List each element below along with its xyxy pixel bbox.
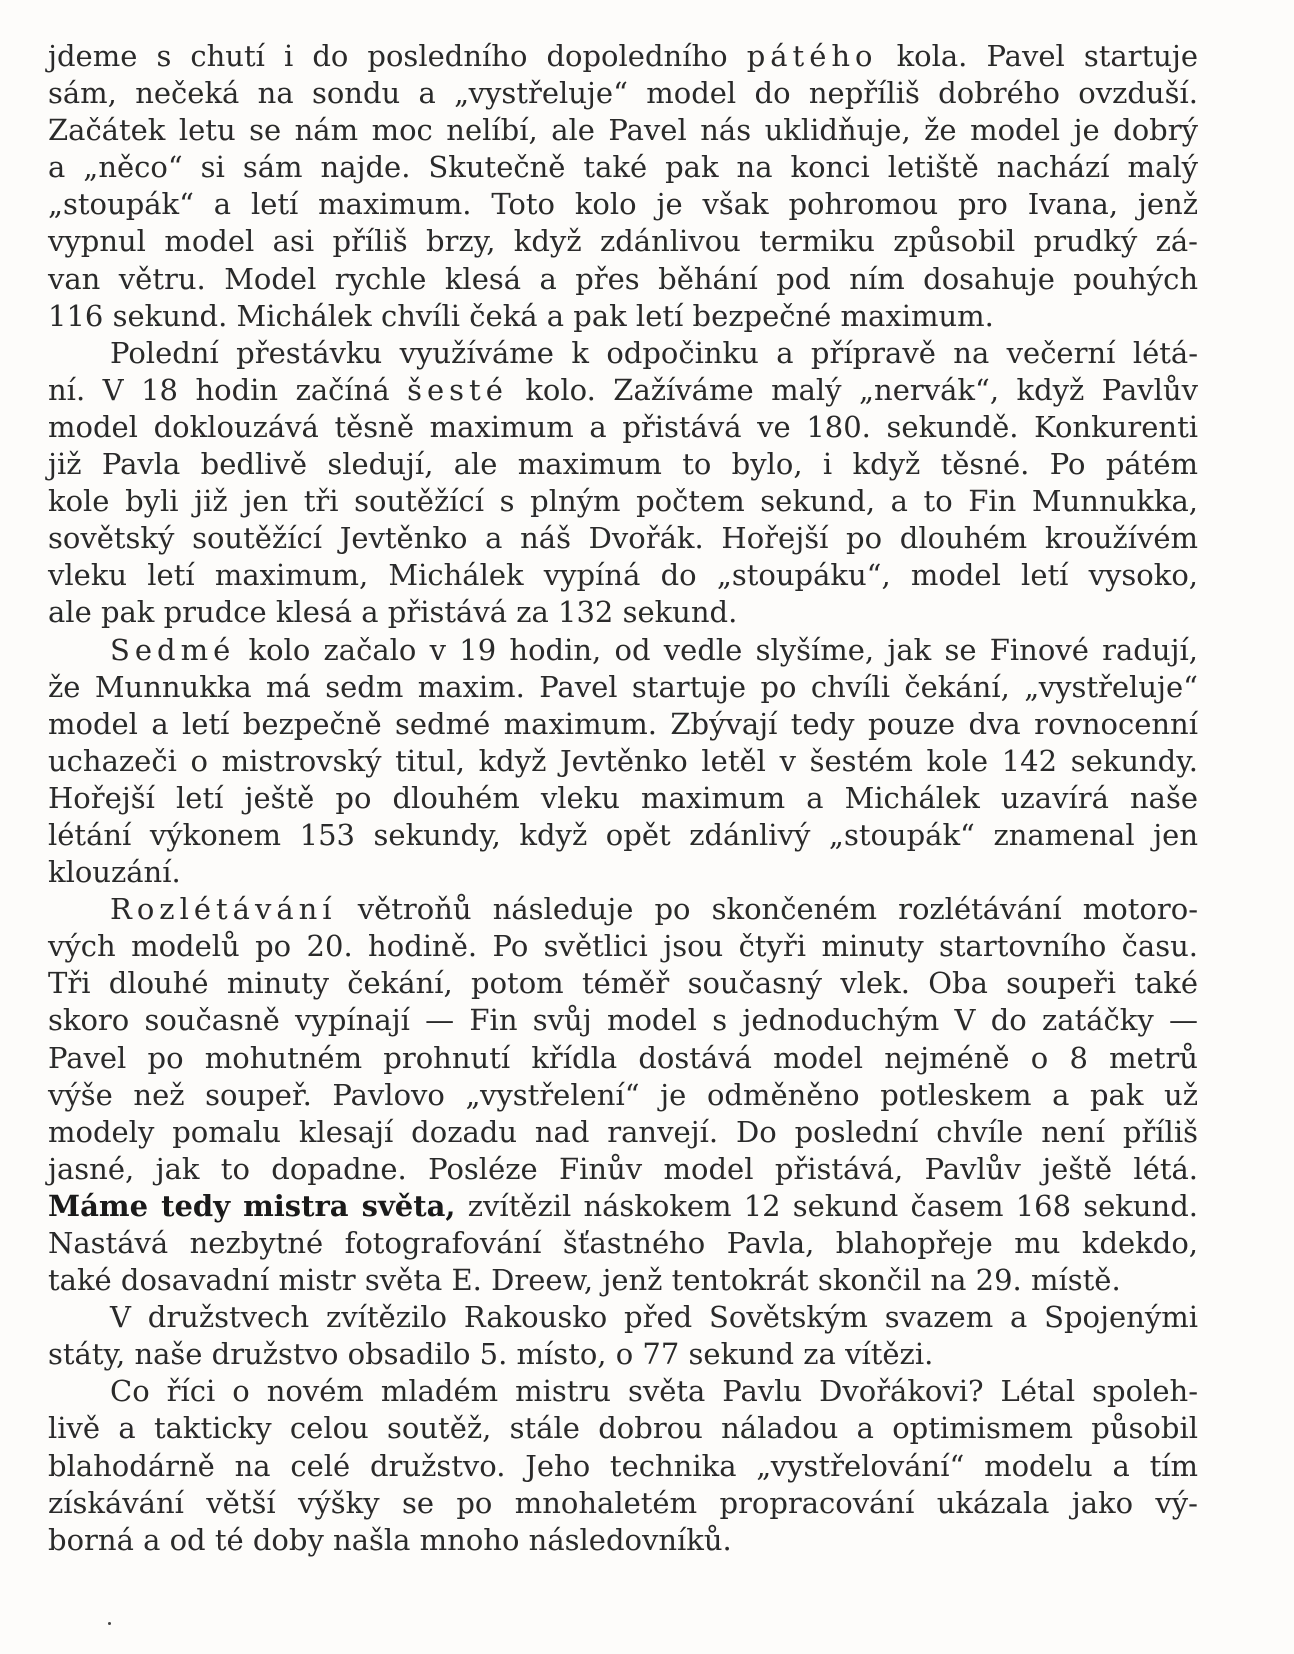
text-segment: také dosavadní mistr světa E. Dreew, jenž tentokrát skončil na 29. místě. <box>48 1263 1121 1298</box>
text-segment: Hořejší letí ještě po dlouhém vleku maximum a Michálek uzavírá naše <box>48 780 1198 815</box>
text-segment: státy, naše družstvo obsadilo 5. místo, o 77 sekund za vítězi. <box>48 1337 934 1372</box>
paragraph <box>48 1299 1198 1373</box>
text-line <box>48 743 1198 780</box>
text-line <box>48 483 1198 520</box>
text-line <box>48 1002 1198 1039</box>
text-line <box>48 1410 1198 1447</box>
text-segment: kolo začalo v 19 hodin, od vedle slyšíme, jak se Finové radují, <box>235 632 1198 667</box>
text-line <box>48 1262 1198 1299</box>
text-line <box>48 817 1198 854</box>
text-segment: Co říci o novém mladém mistru světa Pavlu Dvořákovi? Létal spoleh- <box>110 1374 1198 1409</box>
text-segment: že Munnukka má sedm maxim. Pavel startuje po chvíli čekání, „vystřeluje“ <box>48 669 1198 704</box>
text-line <box>48 112 1198 149</box>
text-segment: vých modelů po 20. hodině. Po světlici jsou čtyři minuty startovního času. <box>48 929 1198 964</box>
text-segment: uchazeči o mistrovský titul, když Jevtěnko letěl v šestém kole 142 sekundy. <box>48 743 1198 778</box>
text-line <box>48 1151 1198 1188</box>
text-segment: a „něco“ si sám najde. Skutečně také pak na konci letiště nachází malý <box>48 150 1198 185</box>
text-line <box>48 1373 1198 1410</box>
text-line <box>48 335 1198 372</box>
text-line <box>48 261 1198 298</box>
text-segment: Pavel po mohutném prohnutí křídla dostává model nejméně o 8 metrů <box>48 1040 1198 1075</box>
paragraph <box>48 38 1198 335</box>
text-line <box>48 149 1198 186</box>
text-segment: 116 sekund. Michálek chvíli čeká a pak letí bezpečné maximum. <box>48 298 994 333</box>
text-segment: létání výkonem 153 sekundy, když opět zdánlivý „stoupák“ znamenal jen <box>48 817 1198 852</box>
emphasized-spaced-word: Rozlétávání <box>110 892 337 927</box>
text-line <box>48 854 1198 891</box>
text-line <box>48 1114 1198 1151</box>
text-line <box>48 557 1198 594</box>
text-line <box>48 1077 1198 1114</box>
text-segment: Nastává nezbytné fotografování šťastného Pavla, blahopřeje mu kdekdo, <box>48 1226 1198 1260</box>
text-line <box>48 186 1198 223</box>
text-line <box>48 780 1198 817</box>
text-segment: větroňů následuje po skončeném rozlétávání motoro- <box>336 892 1198 927</box>
text-segment: model doklouzává těsně maximum a přistává ve 180. sekundě. Konkurenti <box>48 409 1198 444</box>
text-line <box>48 520 1198 557</box>
text-line <box>48 38 1198 75</box>
text-segment: vypnul model asi příliš brzy, když zdánlivou termiku způsobil prudký zá- <box>48 224 1198 259</box>
text-segment: van větru. Model rychle klesá a přes běhání pod ním dosahuje pouhých <box>48 261 1198 296</box>
text-line <box>48 1299 1198 1336</box>
text-line <box>48 298 1198 335</box>
text-segment: již Pavla bedlivě sledují, ale maximum to bylo, i když těsné. Po pátém <box>48 447 1198 482</box>
paragraph <box>48 335 1198 632</box>
text-line <box>48 669 1198 706</box>
text-segment: kolo. Zažíváme malý „nervák“, když Pavlův <box>507 372 1199 407</box>
text-segment: borná a od té doby našla mnoho následovníků. <box>48 1522 732 1557</box>
text-segment: blahodárně na celé družstvo. Jeho technika „vystřelování“ modelu a tím <box>48 1448 1198 1483</box>
text-segment: klouzání. <box>48 855 181 890</box>
text-segment: Polední přestávku využíváme k odpočinku a přípravě na večerní létá- <box>110 335 1198 370</box>
text-segment: skoro současně vypínají — Fin svůj model s jednoduchým V do zatáčky — <box>48 1003 1198 1038</box>
text-line <box>48 1485 1198 1522</box>
text-line <box>48 706 1198 743</box>
text-line <box>48 632 1198 669</box>
text-line <box>48 75 1198 112</box>
paragraph <box>48 891 1198 1299</box>
text-line <box>48 891 1198 928</box>
text-segment: ní. V 18 hodin začíná <box>48 372 408 407</box>
text-line <box>48 372 1198 409</box>
text-line <box>48 1522 1198 1559</box>
text-segment: Tři dlouhé minuty čekání, potom téměř současný vlek. Oba soupeři také <box>48 966 1198 1001</box>
paragraph <box>48 632 1198 892</box>
emphasized-spaced-word: šesté <box>407 372 508 407</box>
text-line <box>48 446 1198 483</box>
text-line <box>48 1336 1198 1373</box>
text-line <box>48 1225 1198 1262</box>
text-line <box>48 1040 1198 1077</box>
text-segment: jasné, jak to dopadne. Posléze Finův model přistává, Pavlův ještě létá. <box>48 1151 1198 1186</box>
text-segment: zvítězil náskokem 12 sekund časem 168 sekund. <box>455 1188 1198 1223</box>
text-segment: „stoupák“ a letí maximum. Toto kolo je však pohromou pro Ivana, jenž <box>48 187 1198 222</box>
text-segment: jdeme s chutí i do posledního dopoledního <box>48 39 747 73</box>
text-segment: výše než soupeř. Pavlovo „vystřelení“ je odměněno potleskem a pak už <box>48 1077 1198 1112</box>
text-line <box>48 409 1198 446</box>
text-line <box>48 928 1198 965</box>
text-segment: livě a takticky celou soutěž, stále dobrou náladou a optimismem působil <box>48 1411 1198 1446</box>
text-line <box>48 223 1198 260</box>
text-segment: model a letí bezpečně sedmé maximum. Zbývají tedy pouze dva rovnocenní <box>48 706 1198 741</box>
text-segment: získávání větší výšky se po mnohaletém propracování ukázala jako vý- <box>48 1485 1198 1520</box>
emphasized-spaced-word: pátého <box>746 39 878 73</box>
text-segment: modely pomalu klesají dozadu nad ranvejí. Do poslední chvíle není příliš <box>48 1114 1198 1149</box>
emphasized-spaced-word: Sedmé <box>110 632 236 667</box>
text-segment: Začátek letu se nám moc nelíbí, ale Pavel nás uklidňuje, že model je dobrý <box>48 113 1198 148</box>
scan-speck <box>108 1622 111 1625</box>
text-line <box>48 1188 1198 1225</box>
article-text <box>48 38 1198 1559</box>
text-segment: V družstvech zvítězilo Rakousko před Sovětským svazem a Spojenými <box>110 1300 1198 1335</box>
text-segment: ale pak prudce klesá a přistává za 132 sekund. <box>48 595 738 630</box>
text-segment: sám, nečeká na sondu a „vystřeluje“ model do nepříliš dobrého ovzduší. <box>48 76 1198 111</box>
text-line <box>48 594 1198 631</box>
text-line <box>48 1448 1198 1485</box>
paragraph <box>48 1373 1198 1558</box>
text-line <box>48 965 1198 1002</box>
text-segment: kole byli již jen tři soutěžící s plným počtem sekund, a to Fin Munnukka, <box>48 484 1198 519</box>
text-segment: kola. Pavel startuje <box>877 39 1199 73</box>
text-segment: sovětský soutěžící Jevtěnko a náš Dvořák. Hořejší po dlouhém kroužívém <box>48 521 1198 556</box>
bold-emphasis: Máme tedy mistra světa, <box>48 1188 456 1223</box>
text-segment: vleku letí maximum, Michálek vypíná do „stoupáku“, model letí vysoko, <box>48 558 1198 593</box>
